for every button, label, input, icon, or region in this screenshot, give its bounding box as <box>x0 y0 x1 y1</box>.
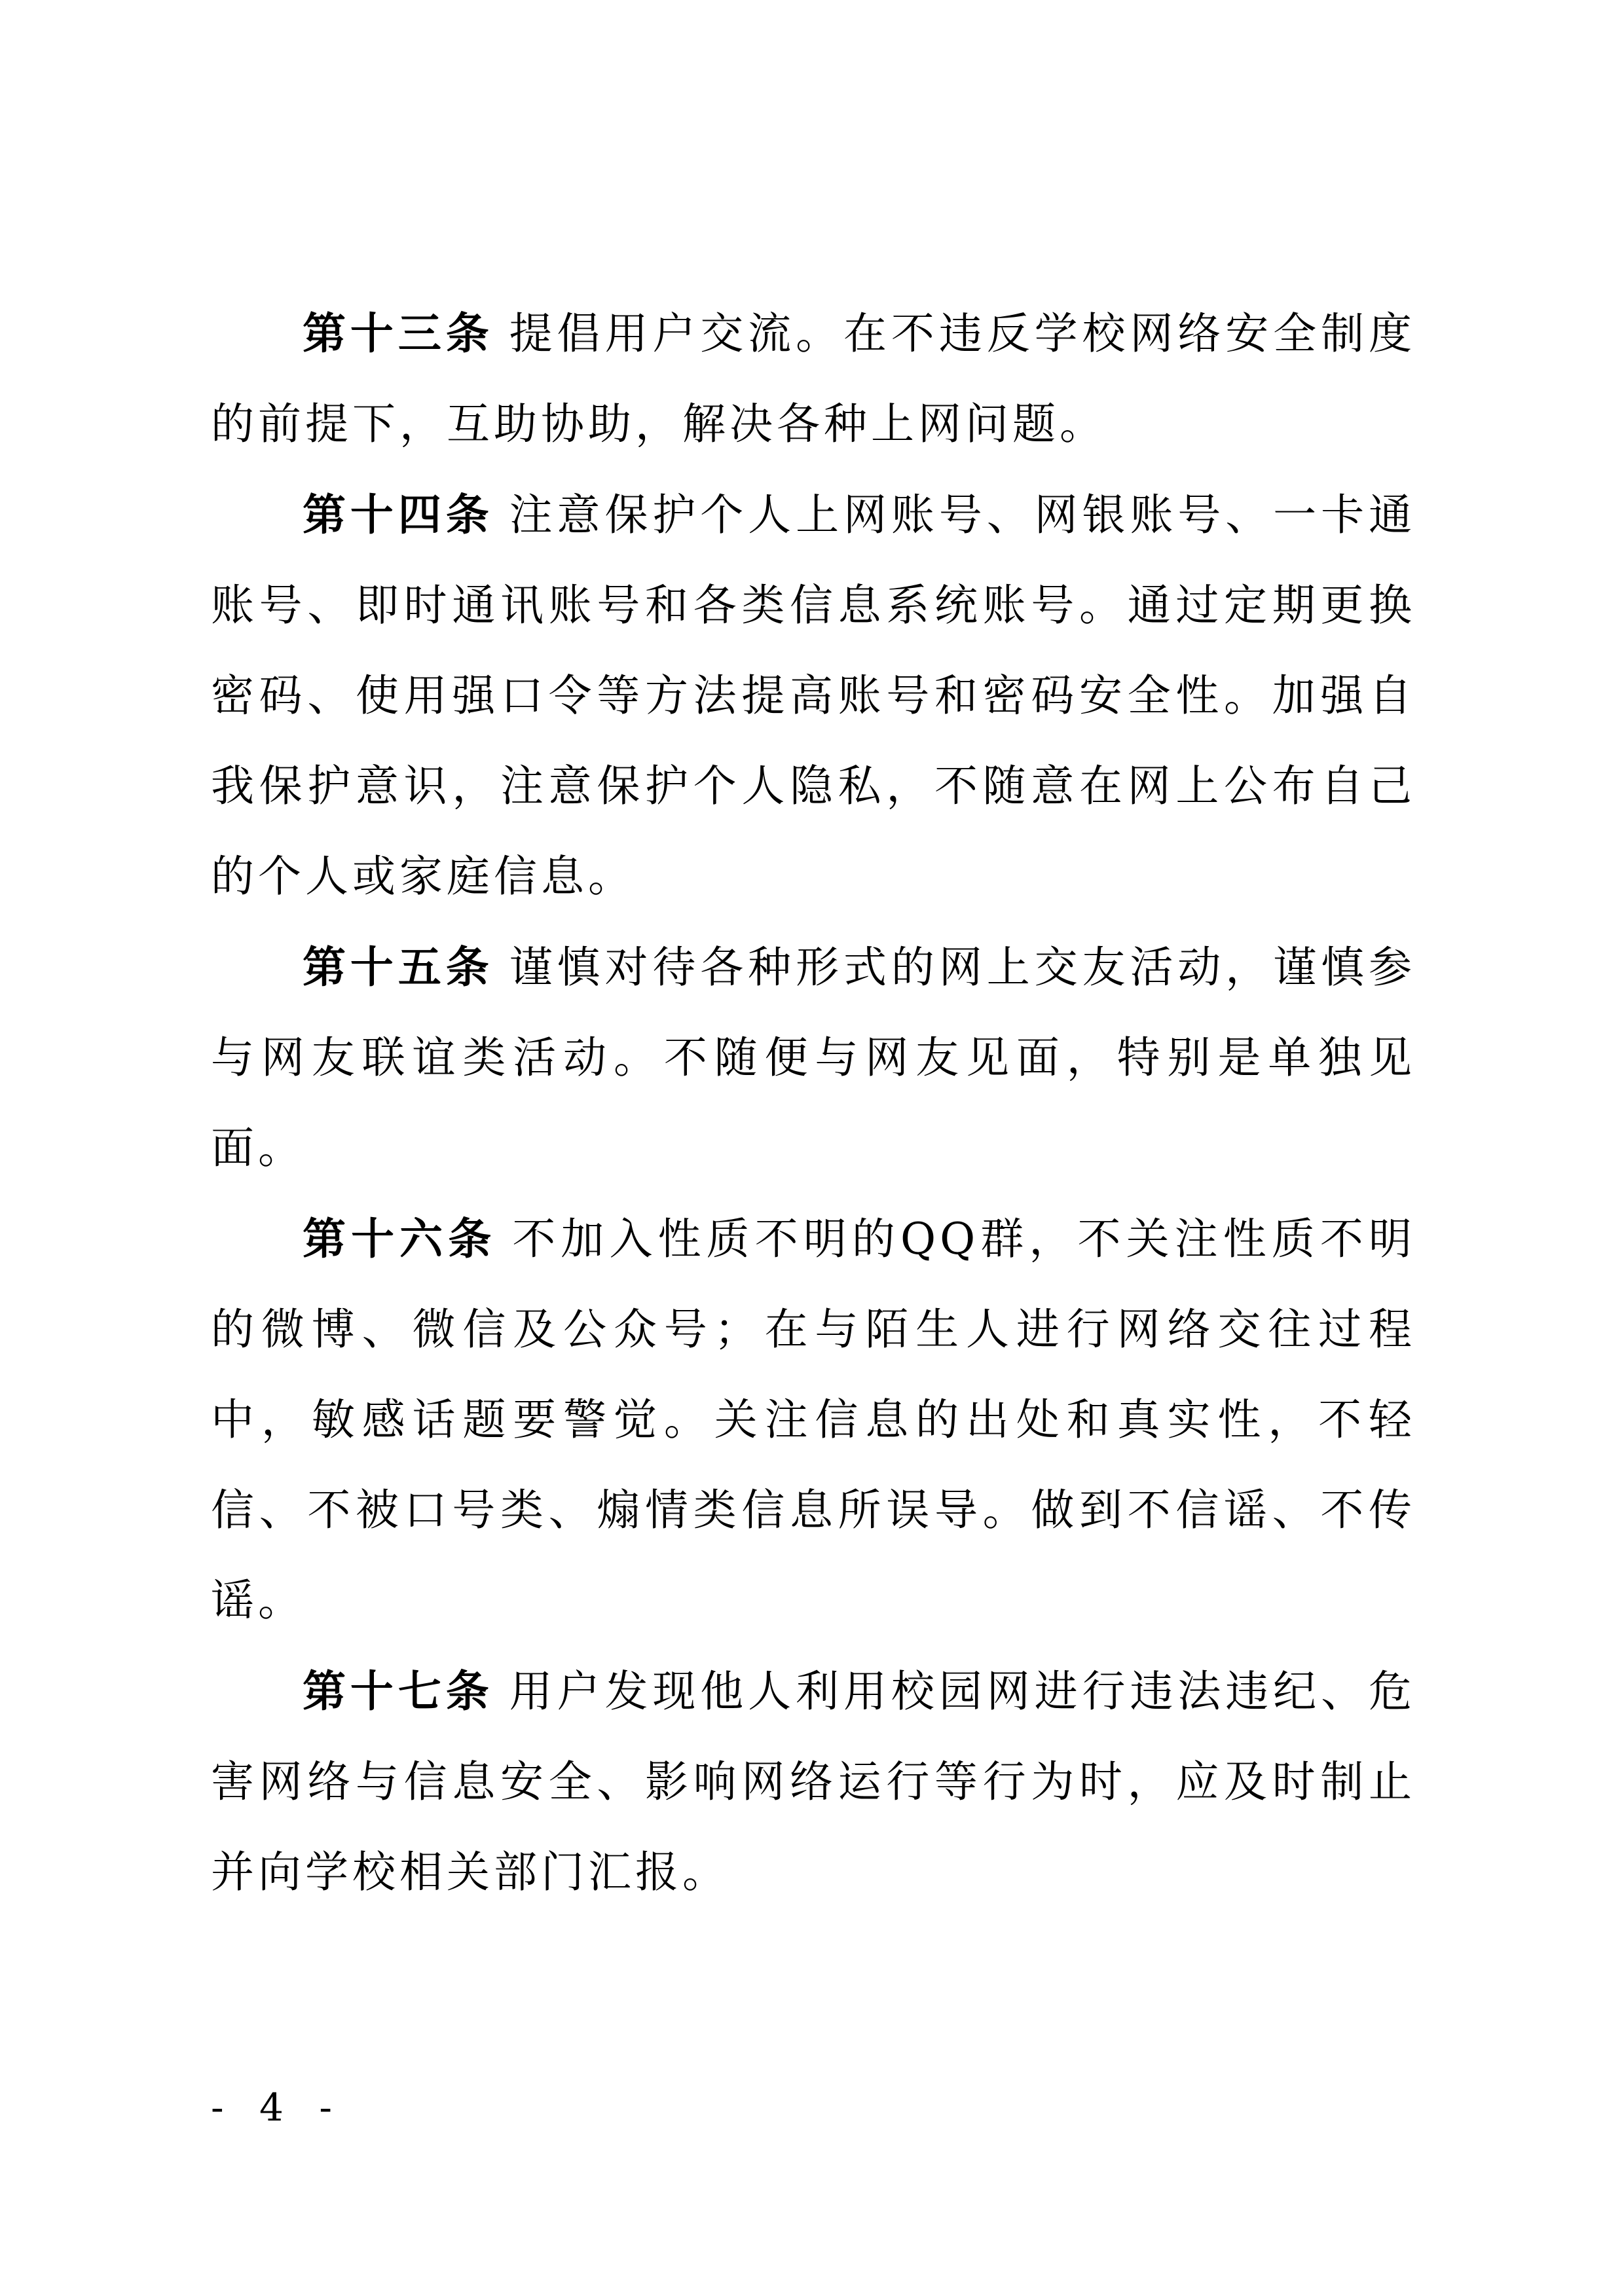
article-17 <box>211 1646 1416 1918</box>
article-14 <box>211 469 1416 922</box>
article-text: 谨慎对待各种形式的网上交友活动，谨慎参与网友联谊类活动。不随便与网友见面，特别是单独见面。 <box>211 942 1416 1173</box>
article-15 <box>211 922 1416 1194</box>
article-text: 提倡用户交流。在不违反学校网络安全制度的前提下，互助协助，解决各种上网问题。 <box>211 308 1416 449</box>
article-number: 第十七条 <box>303 1666 494 1717</box>
article-13 <box>211 288 1416 469</box>
article-text: 用户发现他人利用校园网进行违法违纪、危害网络与信息安全、影响网络运行等行为时，应及时制止并向学校相关部门汇报。 <box>211 1666 1416 1897</box>
article-number: 第十五条 <box>303 941 494 993</box>
article-16 <box>211 1194 1416 1646</box>
document-body <box>211 288 1416 1918</box>
article-text: 注意保护个人上网账号、网银账号、一卡通账号、即时通讯账号和各类信息系统账号。通过定期更换密码、使用强口令等方法提高账号和密码安全性。加强自我保护意识，注意保护个人隐私，不随意在网上公布自己的个人或家庭信息。 <box>211 490 1416 902</box>
article-text: 不加入性质不明的QQ群，不关注性质不明的微博、微信及公众号；在与陌生人进行网络交往过程中，敏感话题要警觉。关注信息的出处和真实性，不轻信、不被口号类、煽情类信息所误导。做到不信谣、不传谣。 <box>211 1214 1416 1626</box>
article-number: 第十六条 <box>303 1213 497 1264</box>
article-number: 第十四条 <box>303 489 494 540</box>
page-number: - 4 - <box>211 2085 344 2130</box>
article-number: 第十三条 <box>303 308 494 359</box>
